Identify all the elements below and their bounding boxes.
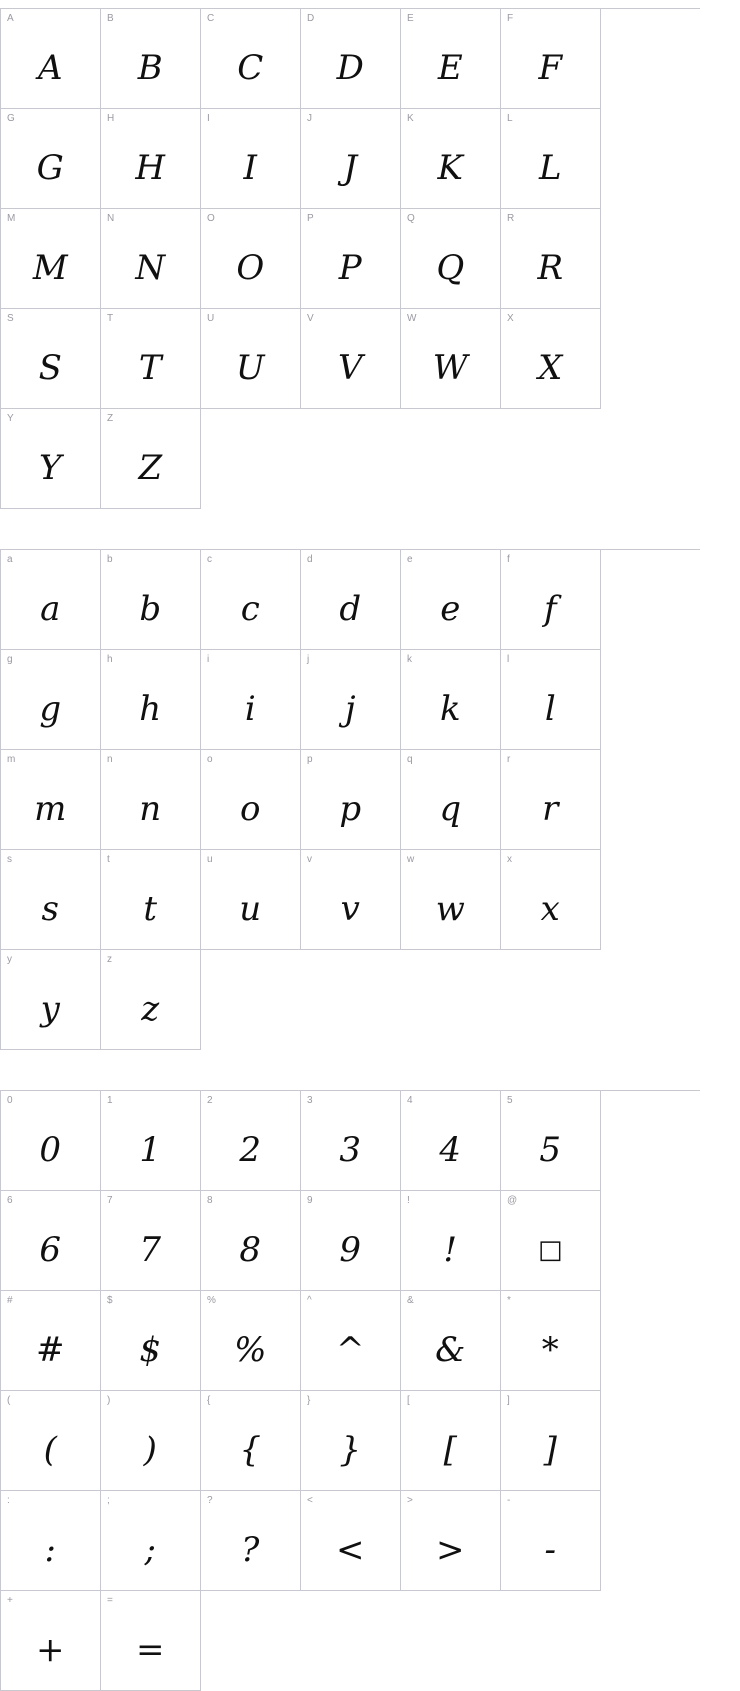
glyph-sample: B (137, 48, 164, 88)
glyph-cell[interactable] (1, 950, 101, 1050)
glyph-cell-label: ( (7, 1395, 11, 1406)
glyph-sample: k (439, 689, 462, 729)
glyph-cell-label: e (407, 554, 413, 565)
glyph-cell[interactable] (401, 1391, 501, 1491)
glyph-cell-label: L (507, 113, 513, 124)
glyph-sample: Z (138, 448, 163, 488)
glyph-cell[interactable] (401, 209, 501, 309)
glyph-cell-label: I (207, 113, 210, 124)
glyph-cell[interactable] (101, 750, 201, 850)
glyph-sample: N (135, 248, 166, 288)
glyph-cell[interactable] (501, 9, 601, 109)
glyph-cell-label: F (507, 13, 514, 24)
glyph-cell-label: 5 (507, 1095, 513, 1106)
glyph-cell[interactable] (101, 109, 201, 209)
glyph-cell-label: { (207, 1395, 211, 1406)
glyph-sample: + (36, 1630, 65, 1670)
glyph-cell-label: E (407, 13, 414, 24)
glyph-cell-label: ^ (307, 1295, 312, 1306)
glyph-cell[interactable] (401, 650, 501, 750)
glyph-cell-label: S (7, 313, 14, 324)
glyph-cell[interactable] (101, 1091, 201, 1191)
glyph-cell[interactable] (501, 850, 601, 950)
glyph-cell[interactable] (301, 750, 401, 850)
glyph-cell[interactable] (101, 950, 201, 1050)
glyph-sample: U (235, 348, 266, 388)
glyph-sample: x (540, 889, 561, 929)
glyph-cell-label: A (7, 13, 14, 24)
glyph-sample: O (236, 248, 265, 288)
missing-glyph-box-icon: □ (537, 1235, 564, 1265)
glyph-cell[interactable] (101, 1191, 201, 1291)
glyph-cell-label: 6 (7, 1195, 13, 1206)
glyph-sample: h (139, 689, 162, 729)
glyph-cell-label: u (207, 854, 213, 865)
glyph-cell[interactable] (101, 850, 201, 950)
glyph-cell[interactable] (401, 309, 501, 409)
glyph-cell-label: X (507, 313, 514, 324)
glyph-sample: = (136, 1630, 165, 1670)
glyph-cell[interactable] (201, 1191, 301, 1291)
glyph-cell[interactable] (501, 1491, 601, 1591)
glyph-cell-label: 3 (307, 1095, 313, 1106)
glyph-cell[interactable] (501, 1091, 601, 1191)
glyph-cell[interactable] (101, 1391, 201, 1491)
glyph-cell[interactable] (501, 109, 601, 209)
glyph-cell[interactable] (1, 750, 101, 850)
glyph-cell-label: < (307, 1495, 313, 1506)
glyph-sample: ? (241, 1530, 260, 1570)
glyph-cell-label: M (7, 213, 16, 224)
glyph-sample: V (337, 348, 364, 388)
glyph-cell-label: q (407, 754, 413, 765)
glyph-cell-label: i (207, 654, 210, 665)
glyph-cell-label: Z (107, 413, 114, 424)
glyph-sample: s (41, 889, 60, 929)
glyph-cell-label: h (107, 654, 113, 665)
glyph-cell-label: ! (407, 1195, 410, 1206)
glyph-sample: C (237, 48, 264, 88)
glyph-sample: S (38, 348, 63, 388)
empty-cell (201, 409, 301, 509)
glyph-sample: : (44, 1530, 57, 1570)
glyph-cell[interactable] (401, 1191, 501, 1291)
glyph-cell[interactable] (501, 309, 601, 409)
glyph-sample: g (39, 689, 62, 729)
glyph-cell-label: r (507, 754, 511, 765)
glyph-cell-label: % (207, 1295, 216, 1306)
glyph-cell[interactable] (101, 1491, 201, 1591)
glyph-cell-label: 8 (207, 1195, 213, 1206)
glyph-sample: ; (144, 1530, 157, 1570)
glyph-sample: # (36, 1330, 65, 1370)
glyph-cell-label: } (307, 1395, 311, 1406)
glyph-cell[interactable] (201, 1491, 301, 1591)
glyph-cell[interactable] (1, 1491, 101, 1591)
glyph-cell-label: m (7, 754, 16, 765)
glyph-sample: K (437, 148, 464, 188)
glyph-cell-label: + (7, 1595, 13, 1606)
glyph-sample: Q (436, 248, 465, 288)
glyph-cell[interactable] (301, 1091, 401, 1191)
glyph-cell-label: = (107, 1595, 113, 1606)
glyph-cell[interactable] (101, 209, 201, 309)
glyph-sample: < (336, 1530, 365, 1570)
glyph-cell[interactable] (401, 109, 501, 209)
glyph-cell-label: Y (7, 413, 14, 424)
glyph-sample: % (234, 1330, 267, 1370)
glyph-cell[interactable] (1, 850, 101, 950)
glyph-cell[interactable] (201, 9, 301, 109)
glyph-cell-label: o (207, 754, 213, 765)
glyph-sample: d (339, 589, 362, 629)
glyph-sample: A (37, 48, 64, 88)
glyph-cell[interactable] (101, 550, 201, 650)
glyph-cell[interactable] (101, 650, 201, 750)
glyph-cell-label: c (207, 554, 212, 565)
glyph-cell[interactable] (501, 550, 601, 650)
glyph-cell[interactable] (1, 1091, 101, 1191)
glyph-cell-label: 2 (207, 1095, 213, 1106)
glyph-cell-label: $ (107, 1295, 113, 1306)
glyph-cell-label: p (307, 754, 313, 765)
glyph-cell[interactable] (1, 1291, 101, 1391)
glyph-cell-label: U (207, 313, 215, 324)
glyph-sample: P (338, 248, 363, 288)
glyph-cell[interactable] (401, 1291, 501, 1391)
glyph-cell-label: [ (407, 1395, 410, 1406)
glyph-sample: 0 (39, 1130, 62, 1170)
empty-cell (301, 409, 401, 509)
digits-and-symbols-grid (0, 1090, 700, 1691)
glyph-sample: [ (443, 1430, 458, 1470)
glyph-cell-label: g (7, 654, 13, 665)
glyph-sample: ^ (336, 1330, 365, 1370)
glyph-cell[interactable] (201, 850, 301, 950)
glyph-cell[interactable] (1, 209, 101, 309)
glyph-cell-label: B (107, 13, 114, 24)
glyph-sample: 9 (339, 1230, 362, 1270)
glyph-cell[interactable] (401, 1491, 501, 1591)
glyph-sample: ) (143, 1430, 158, 1470)
glyph-cell[interactable] (201, 1091, 301, 1191)
glyph-cell-label: ; (107, 1495, 110, 1506)
glyph-cell-label: G (7, 113, 15, 124)
glyph-sample: i (244, 689, 257, 729)
glyph-cell-label: y (7, 954, 12, 965)
glyph-cell-label: ? (207, 1495, 213, 1506)
glyph-cell-label: P (307, 213, 314, 224)
glyph-sample: m (34, 789, 67, 829)
glyph-cell[interactable] (501, 1191, 601, 1291)
glyph-cell-label: & (407, 1295, 414, 1306)
glyph-cell[interactable] (501, 209, 601, 309)
glyph-cell[interactable] (1, 1591, 101, 1691)
glyph-sample: R (537, 248, 564, 288)
glyph-cell-label: @ (507, 1195, 518, 1206)
glyph-cell[interactable] (201, 309, 301, 409)
glyph-sample: & (435, 1330, 466, 1370)
lowercase-letters-grid (0, 549, 700, 1050)
glyph-sample: j (344, 689, 357, 729)
glyph-cell[interactable] (201, 750, 301, 850)
glyph-cell-label: j (307, 654, 310, 665)
glyph-cell-label: - (507, 1495, 511, 1506)
glyph-sample: b (139, 589, 162, 629)
glyph-cell-label: H (107, 113, 115, 124)
empty-cell (201, 1591, 301, 1691)
glyph-cell-label: v (307, 854, 312, 865)
glyph-sample: ! (443, 1230, 458, 1270)
glyph-cell-label: ] (507, 1395, 510, 1406)
empty-cell (301, 950, 401, 1050)
glyph-cell[interactable] (401, 1091, 501, 1191)
glyph-cell-label: Q (407, 213, 415, 224)
glyph-sample: Y (39, 448, 62, 488)
glyph-sample: ( (43, 1430, 58, 1470)
glyph-cell-label: b (107, 554, 113, 565)
glyph-cell[interactable] (301, 850, 401, 950)
block-separator (0, 1050, 740, 1090)
glyph-cell-label: d (307, 554, 313, 565)
glyph-cell[interactable] (501, 650, 601, 750)
glyph-cell[interactable] (301, 1391, 401, 1491)
glyph-cell[interactable] (301, 650, 401, 750)
glyph-cell-label: D (307, 13, 315, 24)
glyph-cell-label: s (7, 854, 12, 865)
glyph-sample: f (543, 589, 558, 629)
glyph-sample: e (440, 589, 461, 629)
glyph-sample: w (435, 889, 466, 929)
glyph-sample: M (32, 248, 69, 288)
glyph-cell[interactable] (101, 409, 201, 509)
glyph-sample: a (40, 589, 61, 629)
glyph-cell-label: W (407, 313, 417, 324)
glyph-sample: t (143, 889, 158, 929)
glyph-sample: F (538, 48, 563, 88)
glyph-sample: n (139, 789, 162, 829)
uppercase-letters-grid (0, 8, 700, 509)
glyph-cell-label: f (507, 554, 510, 565)
glyph-sample: l (544, 689, 557, 729)
glyph-cell[interactable] (1, 1191, 101, 1291)
glyph-cell[interactable] (501, 750, 601, 850)
glyph-cell[interactable] (301, 1191, 401, 1291)
glyph-cell-label: O (207, 213, 215, 224)
glyph-cell[interactable] (201, 550, 301, 650)
glyph-sample: 5 (539, 1130, 562, 1170)
empty-cell (301, 1591, 401, 1691)
block-separator (0, 509, 740, 549)
glyph-cell[interactable] (401, 9, 501, 109)
glyph-sample: 6 (39, 1230, 62, 1270)
glyph-cell[interactable] (301, 550, 401, 650)
glyph-cell[interactable] (1, 409, 101, 509)
glyph-sample: p (339, 789, 362, 829)
glyph-cell[interactable] (301, 209, 401, 309)
glyph-sample: T (138, 348, 163, 388)
glyph-sample: D (336, 48, 365, 88)
glyph-sample: X (538, 348, 563, 388)
glyph-cell[interactable] (1, 650, 101, 750)
glyph-cell-label: J (307, 113, 312, 124)
glyph-cell[interactable] (1, 109, 101, 209)
empty-cell (401, 1591, 501, 1691)
glyph-cell-label: t (107, 854, 110, 865)
glyph-sample: L (538, 148, 563, 188)
glyph-cell-label: K (407, 113, 414, 124)
glyph-cell-label: a (7, 554, 13, 565)
glyph-cell[interactable] (401, 550, 501, 650)
glyph-sample: H (135, 148, 166, 188)
glyph-cell-label: ) (107, 1395, 111, 1406)
glyph-cell[interactable] (201, 109, 301, 209)
glyph-cell-label: k (407, 654, 412, 665)
glyph-sample: 7 (139, 1230, 162, 1270)
glyph-cell[interactable] (101, 309, 201, 409)
glyph-sample: I (243, 148, 258, 188)
glyph-sample: E (437, 48, 464, 88)
glyph-sample: > (436, 1530, 465, 1570)
glyph-sample: - (544, 1530, 557, 1570)
glyph-cell[interactable] (301, 1491, 401, 1591)
glyph-sample: o (240, 789, 261, 829)
glyph-sample: } (339, 1430, 362, 1470)
glyph-sample: { (239, 1430, 262, 1470)
glyph-sample: 3 (339, 1130, 362, 1170)
glyph-cell[interactable] (101, 9, 201, 109)
glyph-cell[interactable] (1, 550, 101, 650)
glyph-cell[interactable] (501, 1391, 601, 1491)
glyph-cell-label: N (107, 213, 115, 224)
glyph-cell-label: 1 (107, 1095, 113, 1106)
glyph-sample: z (141, 989, 160, 1029)
glyph-cell[interactable] (201, 1391, 301, 1491)
glyph-sample: y (40, 989, 61, 1029)
glyph-cell-label: 7 (107, 1195, 113, 1206)
glyph-sample: 2 (239, 1130, 262, 1170)
glyph-cell[interactable] (201, 1291, 301, 1391)
glyph-sample: J (343, 148, 358, 188)
glyph-cell-label: 9 (307, 1195, 313, 1206)
glyph-cell[interactable] (1, 1391, 101, 1491)
glyph-cell[interactable] (101, 1291, 201, 1391)
glyph-sample: W (432, 348, 469, 388)
glyph-sample: c (240, 589, 261, 629)
glyph-sample: 4 (439, 1130, 462, 1170)
glyph-cell-label: : (7, 1495, 10, 1506)
glyph-cell[interactable] (501, 1291, 601, 1391)
glyph-sample: q (439, 789, 462, 829)
glyph-cell[interactable] (1, 9, 101, 109)
top-spacer (0, 0, 740, 8)
glyph-sample: r (542, 789, 559, 829)
glyph-cell[interactable] (301, 109, 401, 209)
glyph-cell[interactable] (401, 850, 501, 950)
glyph-sample: * (541, 1330, 560, 1370)
glyph-cell-label: # (7, 1295, 13, 1306)
glyph-cell-label: 4 (407, 1095, 413, 1106)
glyph-sample: ] (543, 1430, 558, 1470)
glyph-cell[interactable] (1, 309, 101, 409)
glyph-cell[interactable] (301, 9, 401, 109)
glyph-cell-label: > (407, 1495, 413, 1506)
glyph-sample: v (340, 889, 361, 929)
glyph-cell-label: C (207, 13, 215, 24)
glyph-cell[interactable] (101, 1591, 201, 1691)
empty-cell (201, 950, 301, 1050)
glyph-cell[interactable] (201, 209, 301, 309)
glyph-cell-label: x (507, 854, 512, 865)
glyph-sample: G (36, 148, 65, 188)
glyph-cell-label: V (307, 313, 314, 324)
glyph-cell-label: n (107, 754, 113, 765)
glyph-sample: 8 (239, 1230, 262, 1270)
glyph-cell-label: 0 (7, 1095, 13, 1106)
glyph-cell[interactable] (401, 750, 501, 850)
glyph-cell[interactable] (301, 1291, 401, 1391)
glyph-sample: u (239, 889, 262, 929)
glyph-cell-label: * (507, 1295, 511, 1306)
glyph-cell-label: z (107, 954, 112, 965)
glyph-cell-label: T (107, 313, 114, 324)
glyph-cell-label: w (407, 854, 415, 865)
glyph-sample: 1 (139, 1130, 162, 1170)
glyph-cell-label: l (507, 654, 510, 665)
glyph-sample: $ (139, 1330, 162, 1370)
glyph-cell-label: R (507, 213, 515, 224)
glyph-cell[interactable] (301, 309, 401, 409)
glyph-cell[interactable] (201, 650, 301, 750)
